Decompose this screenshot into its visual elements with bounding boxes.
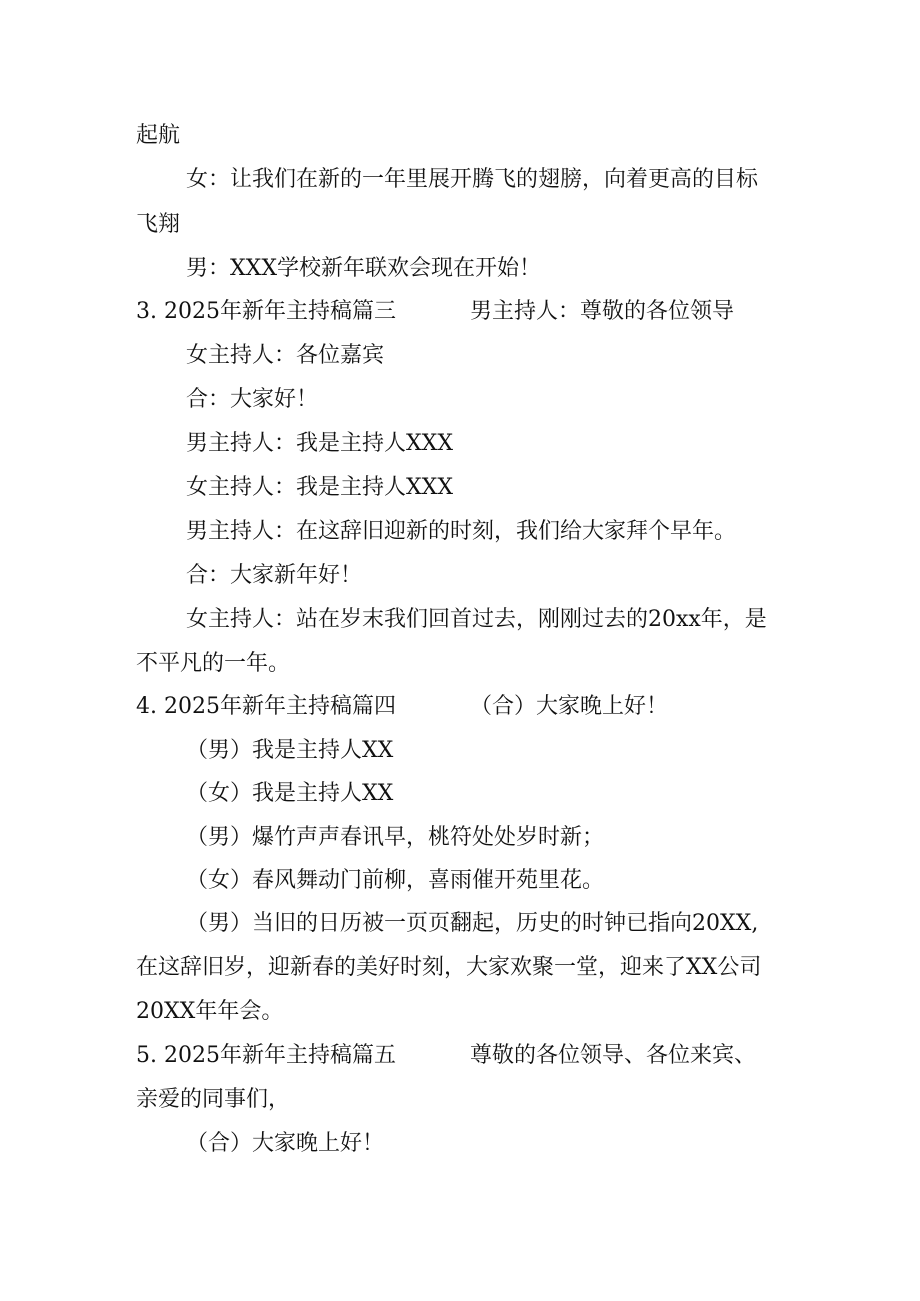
paragraph-text: 20XX年年会。 xyxy=(136,999,284,1024)
text-line xyxy=(0,729,920,773)
text-line xyxy=(0,1122,920,1166)
text-line xyxy=(0,946,920,990)
text-line xyxy=(0,510,920,554)
text-line xyxy=(0,642,920,686)
paragraph-text: 男主持人：尊敬的各位领导 xyxy=(470,299,735,324)
paragraph-text: （男）爆竹声声春讯早，桃符处处岁时新； xyxy=(186,825,605,850)
paragraph-text: 尊敬的各位领导、各位来宾、 xyxy=(470,1043,757,1068)
paragraph-text: 亲爱的同事们， xyxy=(136,1087,291,1112)
text-line xyxy=(0,158,920,202)
section-heading-line xyxy=(0,290,920,334)
paragraph-text: （男）当旧的日历被一页页翻起，历史的时钟已指向20XX, xyxy=(186,911,759,936)
paragraph-text: （女）我是主持人XX xyxy=(186,781,394,806)
text-line xyxy=(0,203,920,247)
paragraph-text: （男）我是主持人XX xyxy=(186,738,394,763)
paragraph-text: 女主持人：我是主持人XXX xyxy=(186,475,453,500)
text-line xyxy=(0,902,920,946)
text-line xyxy=(0,334,920,378)
section-heading: 5. 2025年新年主持稿篇五 xyxy=(136,1043,396,1068)
text-line xyxy=(0,816,920,860)
paragraph-text: 男：XXX学校新年联欢会现在开始！ xyxy=(186,256,541,281)
section-heading: 4. 2025年新年主持稿篇四 xyxy=(136,694,396,719)
text-line xyxy=(0,114,920,158)
paragraph-text: 不平凡的一年。 xyxy=(136,651,291,676)
section-heading-line xyxy=(0,685,920,729)
paragraph-text: 女主持人：各位嘉宾 xyxy=(186,343,385,368)
section-heading: 3. 2025年新年主持稿篇三 xyxy=(136,299,396,324)
text-line xyxy=(0,772,920,816)
paragraph-text: 起航 xyxy=(136,123,181,148)
paragraph-text: （合）大家晚上好！ xyxy=(186,1131,385,1156)
text-line xyxy=(0,990,920,1034)
paragraph-text: （女）春风舞动门前柳，喜雨催开苑里花。 xyxy=(186,868,605,893)
paragraph-text: 男主持人：在这辞旧迎新的时刻，我们给大家拜个早年。 xyxy=(186,519,737,544)
paragraph-text: 男主持人：我是主持人XXX xyxy=(186,431,453,456)
text-line xyxy=(0,1078,920,1122)
section-heading-line xyxy=(0,1034,920,1078)
paragraph-text: 飞翔 xyxy=(136,212,181,237)
text-line xyxy=(0,466,920,510)
text-line xyxy=(0,554,920,598)
paragraph-text: 合：大家新年好！ xyxy=(186,563,363,588)
paragraph-text: 女主持人：站在岁末我们回首过去，刚刚过去的20xx年，是 xyxy=(186,607,767,632)
paragraph-text: （合）大家晚上好！ xyxy=(470,694,669,719)
text-line xyxy=(0,859,920,903)
paragraph-text: 在这辞旧岁，迎新春的美好时刻，大家欢聚一堂，迎来了XX公司 xyxy=(136,955,762,980)
text-line xyxy=(0,422,920,466)
paragraph-text: 合：大家好！ xyxy=(186,387,319,412)
text-line xyxy=(0,247,920,291)
paragraph-text: 女：让我们在新的一年里展开腾飞的翅膀，向着更高的目标 xyxy=(186,167,759,192)
text-line xyxy=(0,378,920,422)
text-line xyxy=(0,598,920,642)
